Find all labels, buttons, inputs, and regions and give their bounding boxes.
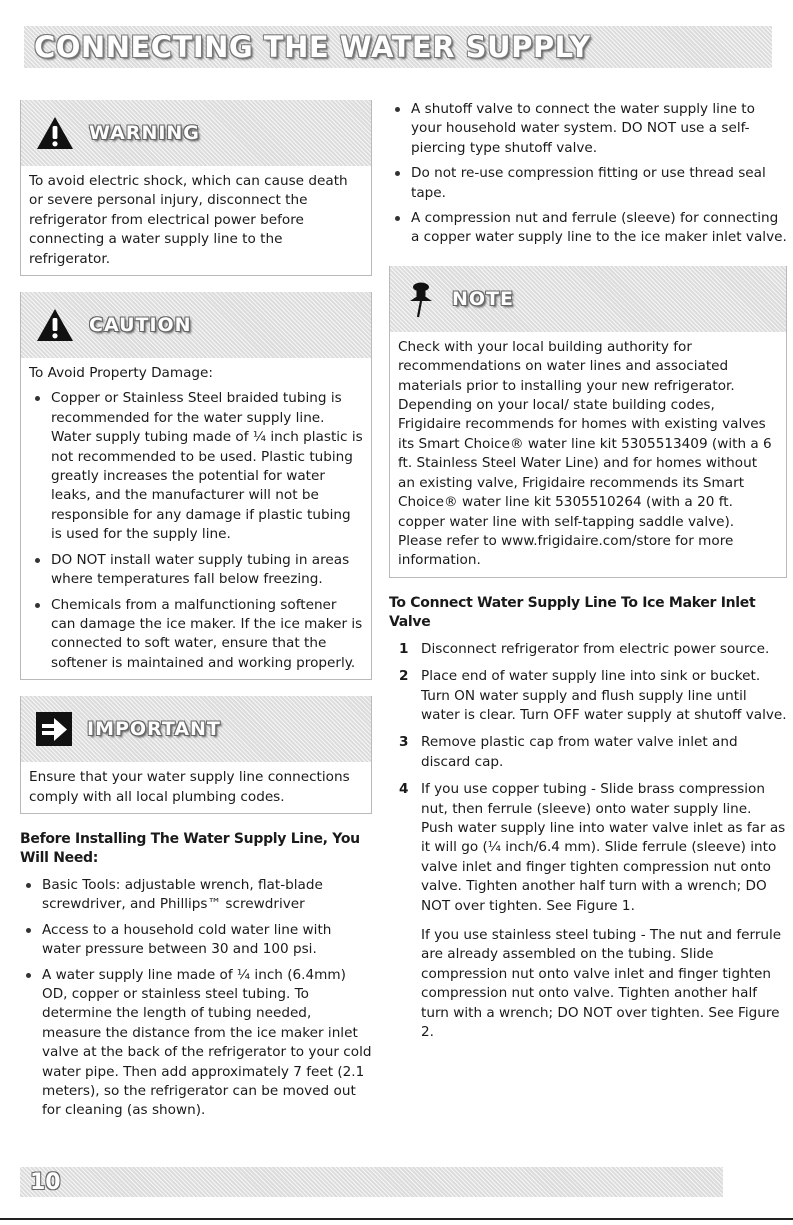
important-box — [20, 696, 372, 814]
step-number: 4 — [399, 781, 409, 798]
step-text: Disconnect refrigerator from electric power source. — [421, 640, 770, 657]
list-item: Access to a household cold water line with water pressure between 30 and 100 psi. — [20, 921, 372, 960]
list-item — [399, 667, 787, 725]
warning-triangle-icon — [35, 115, 75, 151]
caution-header — [21, 292, 371, 358]
list-item: Chemicals from a malfunctioning softener can damage the ice maker. If the ice maker is connected to soft water, ensure that the softener is maintained and working properly. — [29, 596, 363, 674]
list-item — [399, 640, 787, 659]
page-number: 10 — [30, 1169, 61, 1195]
list-item: DO NOT install water supply tubing in areas where temperatures fall below freezing. — [29, 551, 363, 590]
page-number-bar — [20, 1167, 723, 1197]
step-text: Place end of water supply line into sink or bucket. Turn ON water supply and flush supply line until water is clear. Turn OFF water supply at shutoff valve. — [421, 668, 787, 723]
caution-intro: To Avoid Property Damage: — [29, 365, 214, 382]
list-item: A compression nut and ferrule (sleeve) for connecting a copper water supply line to the ice maker inlet valve. — [389, 209, 787, 248]
note-header — [390, 266, 786, 332]
list-item: Basic Tools: adjustable wrench, flat-blade screwdriver, and Phillips™ screwdriver — [20, 876, 372, 915]
warning-box — [20, 100, 372, 276]
list-item: A shutoff valve to connect the water supply line to your household water system. DO NOT use a self-piercing type shutoff valve. — [389, 100, 787, 158]
right-column — [389, 100, 787, 1042]
caution-list — [29, 389, 363, 673]
step-text: If you use stainless steel tubing - The nut and ferrule are already assembled on the tubing. Slide compression nut onto valve inlet and finger tighten compression nut onto valve. Tighten another half turn with a wrench; DO NOT over tighten. See Figure 2. — [421, 927, 782, 1041]
warning-triangle-icon — [35, 307, 75, 343]
step-text: Remove plastic cap from water valve inlet and discard cap. — [421, 734, 738, 770]
needs-list-continued — [389, 100, 787, 248]
left-column — [20, 100, 372, 1121]
page-bottom-rule — [0, 1218, 793, 1220]
note-text: Check with your local building authority for recommendations on water lines and associated materials prior to installing your new refrigerator. Depending on your local/ state building codes, Frigidaire recommends for homes with existing valves its Smart Choice® water line kit 5305513409 (with a 6 ft. Stainless Steel Water Line) and for homes without an existing valve, Frigidaire recommends its Smart Choice® water line kit 5305510264 (with a 20 ft. copper water line with self-tapping saddle valve). Please refer to www.frigidaire.com/store for more information. — [398, 338, 772, 569]
caution-box — [20, 292, 372, 680]
list-item: Copper or Stainless Steel braided tubing is recommended for the water supply line. Water supply tubing made of ¼ inch plastic is not recommended to be used. Plastic tubing greatly increases the potential for water leaks, and the manufacturer will not be responsible for any damage if plastic tubing is used for the supply line. — [29, 389, 363, 544]
list-item — [399, 733, 787, 772]
arrow-right-icon — [35, 711, 73, 747]
pushpin-icon — [404, 279, 438, 319]
needs-heading: Before Installing The Water Supply Line, You Will Need: — [20, 830, 360, 866]
page-title-bar — [24, 26, 772, 68]
step-number: 2 — [399, 668, 409, 685]
important-header — [21, 696, 371, 762]
important-text: Ensure that your water supply line connections comply with all local plumbing codes. — [29, 769, 350, 805]
needs-list — [20, 876, 372, 1121]
warning-heading: WARNING — [89, 122, 200, 144]
procedure-steps — [399, 640, 787, 1043]
step-number: 1 — [399, 640, 409, 657]
caution-heading: CAUTION — [89, 314, 192, 337]
note-box — [389, 266, 787, 578]
page-title: CONNECTING THE WATER SUPPLY — [34, 30, 591, 64]
list-item: Do not re-use compression fitting or use thread seal tape. — [389, 164, 787, 203]
important-heading: IMPORTANT — [87, 718, 221, 741]
warning-header — [21, 100, 371, 166]
list-item — [399, 780, 787, 1042]
step-text: If you use copper tubing - Slide brass compression nut, then ferrule (sleeve) onto water supply line. Push water supply line into water valve inlet as far as it will go (¼ inch/6.4 mm). Slide ferrule (sleeve) into valve inlet and finger tighten compression nut onto valve. Tighten another half turn with a wrench; DO NOT over tighten. See Figure 1. — [421, 781, 786, 914]
procedure-heading: To Connect Water Supply Line To Ice Maker Inlet Valve — [389, 594, 756, 630]
step-number: 3 — [399, 734, 409, 751]
warning-text: To avoid electric shock, which can cause death or severe personal injury, disconnect the refrigerator from electrical power before connecting a water supply line to the refrigerator. — [29, 173, 348, 267]
list-item: A water supply line made of ¼ inch (6.4mm) OD, copper or stainless steel tubing. To determine the length of tubing needed, measure the distance from the ice maker inlet valve at the back of the refrigerator to your cold water pipe. Then add approximately 7 feet (2.1 meters), so the refrigerator can be moved out for cleaning (as shown). — [20, 966, 372, 1121]
note-heading: NOTE — [452, 287, 514, 310]
